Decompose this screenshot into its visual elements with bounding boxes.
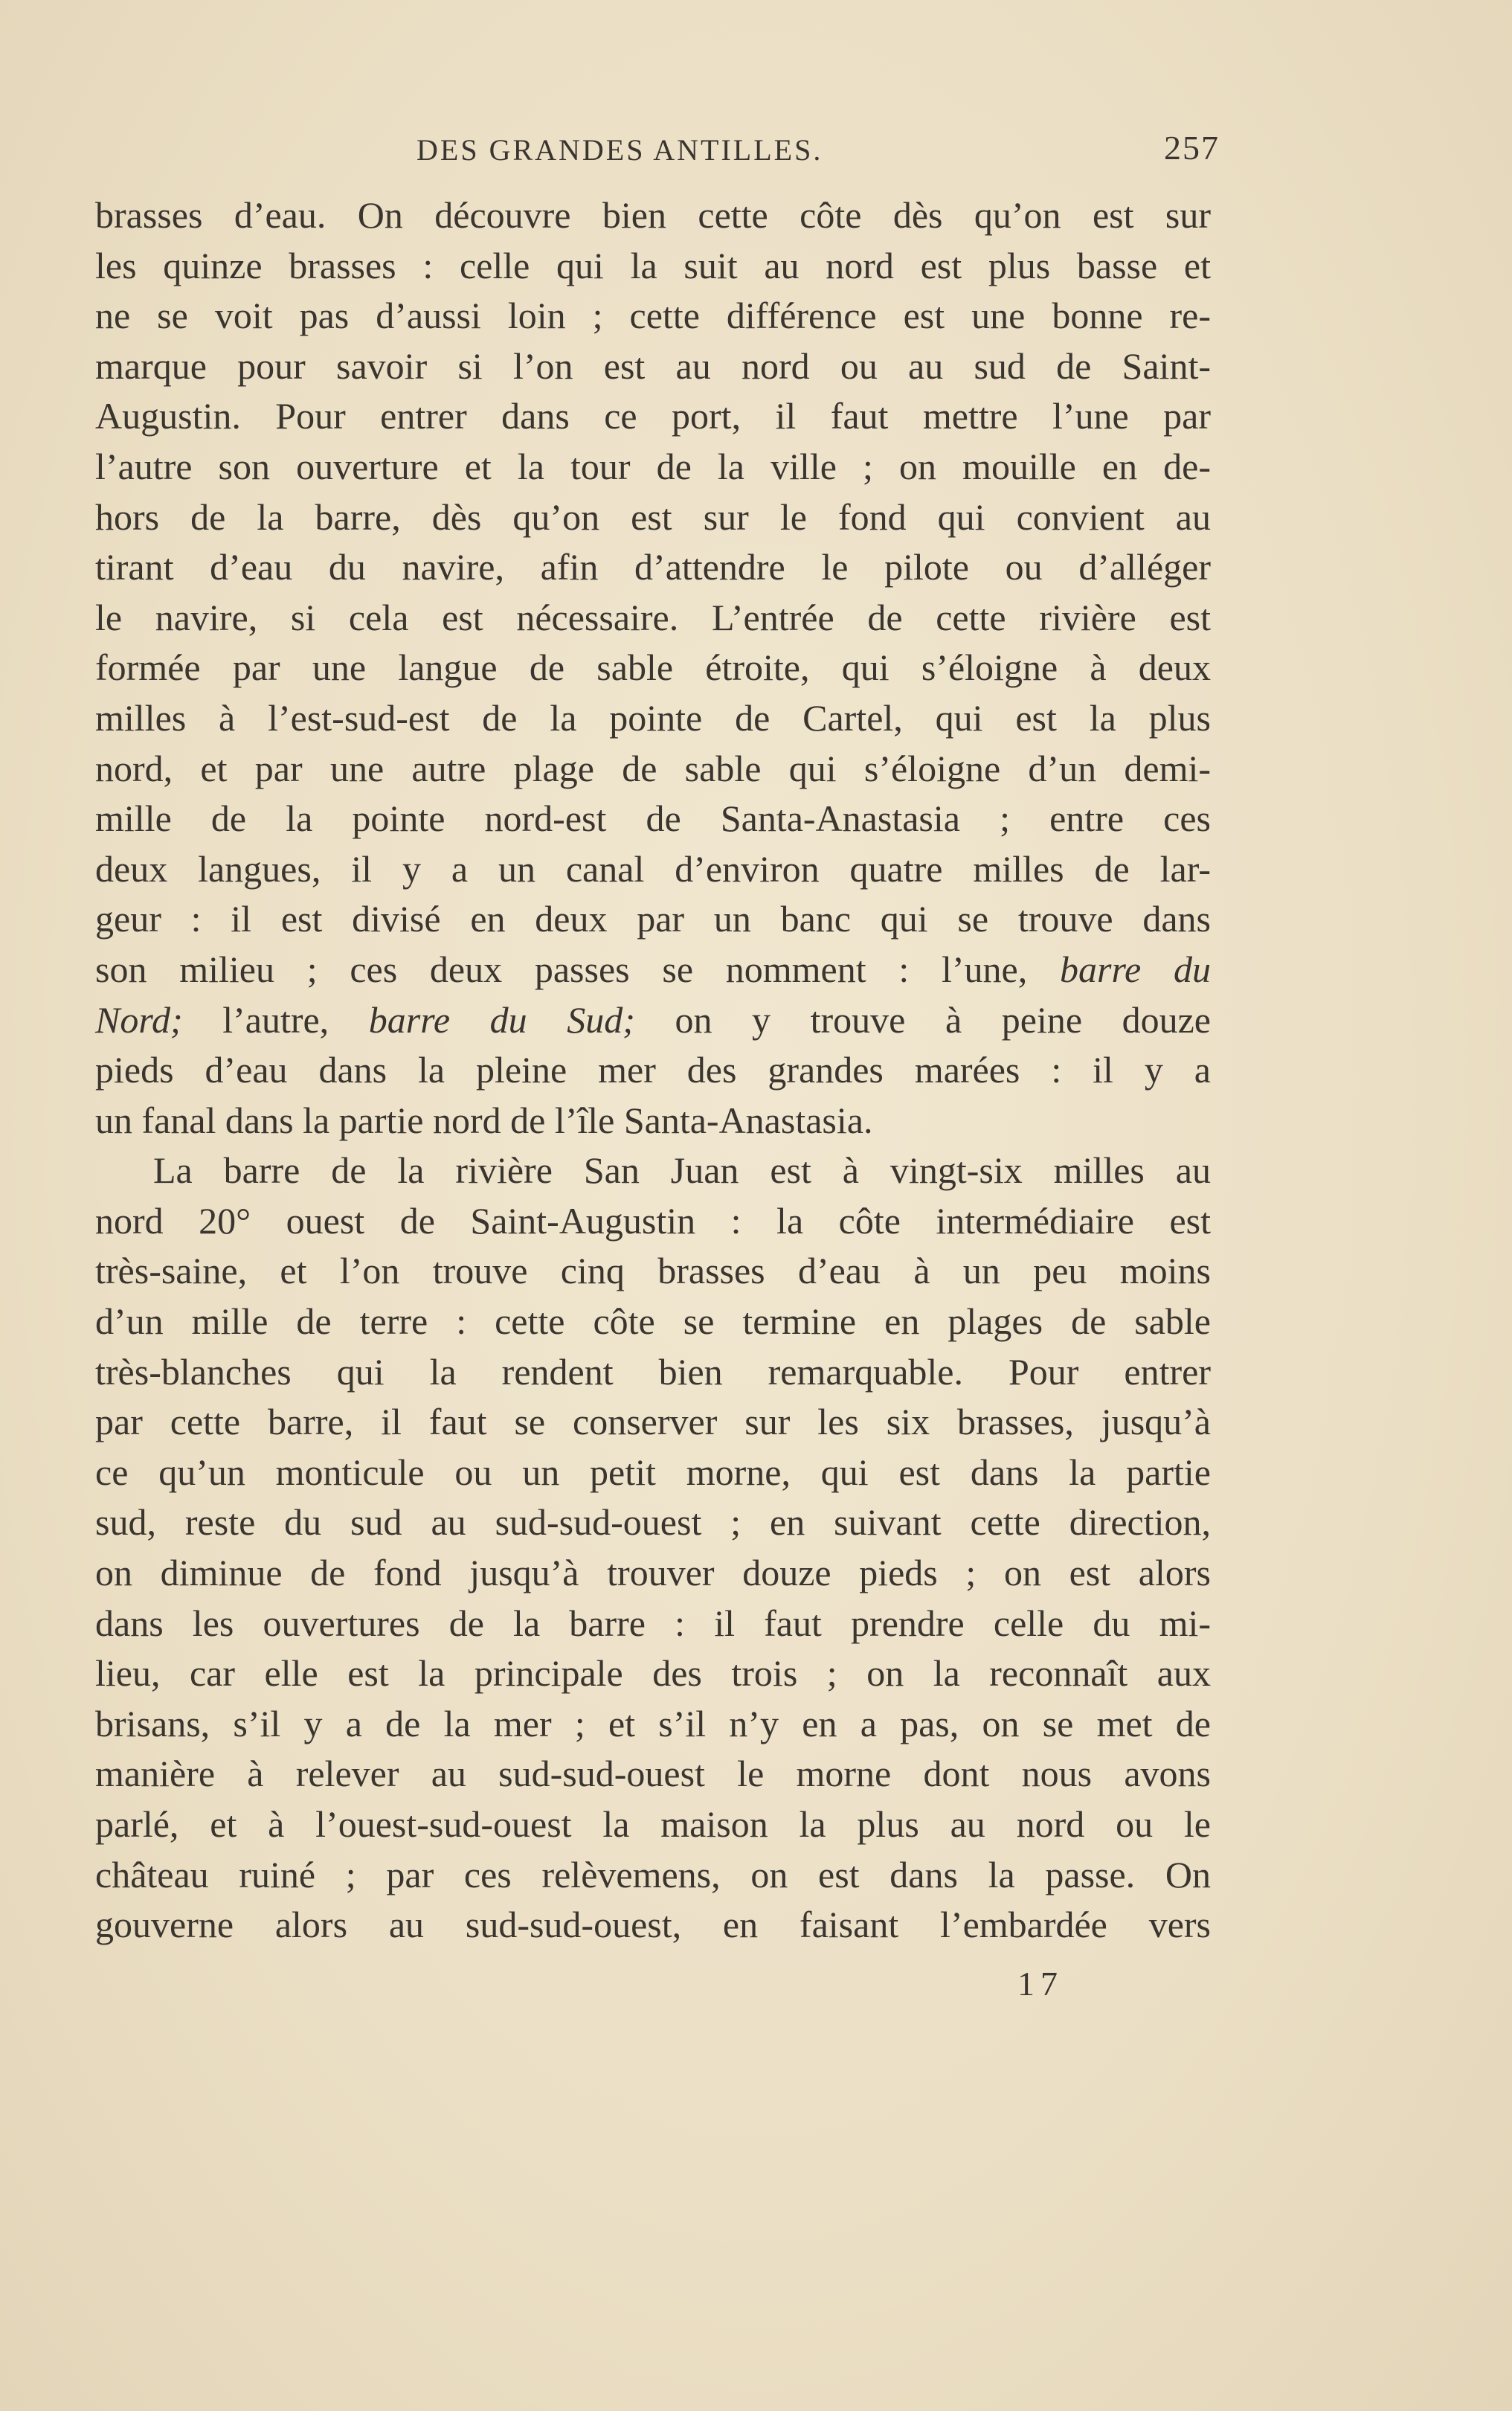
text-line: mille de la pointe nord-est de Santa-Anastasia ; entre ces — [95, 797, 1211, 840]
text-line: château ruiné ; par ces relèvemens, on est dans la passe. On — [95, 1853, 1211, 1895]
text-line — [95, 995, 1211, 1046]
text-line: milles à l’est-sud-est de la pointe de Cartel, qui est la plus — [95, 696, 1211, 739]
text-line: par cette barre, il faut se conserver sur les six brasses, jusqu’à — [95, 1401, 1211, 1443]
text-line: d’un mille de terre : cette côte se termine en plages de sable — [95, 1300, 1211, 1343]
text-line: ce qu’un monticule ou un petit morne, qui est dans la partie — [95, 1451, 1211, 1493]
text-segment: geur : il est divisé en deux par un banc qui se trouve dans — [95, 898, 1211, 940]
text-line: un fanal dans la partie nord de l’île Santa-Anastasia. — [95, 1099, 873, 1141]
italic-term: Nord; — [95, 998, 183, 1041]
text-line — [95, 945, 1211, 995]
text-line: marque pour savoir si l’on est au nord ou au sud de Saint- — [95, 344, 1211, 387]
body-text — [95, 190, 1211, 1951]
page-number: 257 — [1164, 129, 1220, 167]
text-line: gouverne alors au sud-sud-ouest, en faisant l’embardée vers — [95, 1904, 1211, 1946]
text-line: tirant d’eau du navire, afin d’attendre le pilote ou d’alléger — [95, 546, 1211, 588]
text-line: lieu, car elle est la principale des trois ; on la reconnaît aux — [95, 1652, 1211, 1695]
italic-term: barre du — [1060, 948, 1211, 990]
text-line: ne se voit pas d’aussi loin ; cette différence est une bonne re- — [95, 295, 1211, 337]
text-line: La barre de la rivière San Juan est à vingt-six milles au — [153, 1149, 1211, 1192]
text-line: l’autre son ouverture et la tour de la ville ; on mouille en de- — [95, 445, 1211, 487]
text-line — [95, 894, 1211, 945]
signature-mark: 17 — [1017, 1965, 1064, 2003]
italic-term: barre du Sud; — [368, 998, 635, 1041]
text-segment: son milieu ; ces deux passes se nomment : l’une, — [95, 948, 1028, 990]
text-line: sud, reste du sud au sud-sud-ouest ; en suivant cette direction, — [95, 1501, 1211, 1544]
text-line: parlé, et à l’ouest-sud-ouest la maison la plus au nord ou le — [95, 1803, 1211, 1845]
text-line: nord 20° ouest de Saint-Augustin : la côte intermédiaire est — [95, 1199, 1211, 1242]
text-line: hors de la barre, dès qu’on est sur le fond qui convient au — [95, 495, 1211, 538]
text-line: formée par une langue de sable étroite, qui s’éloigne à deux — [95, 646, 1211, 689]
text-line: nord, et par une autre plage de sable qui s’éloigne d’un demi- — [95, 747, 1211, 789]
running-title: DES GRANDES ANTILLES. — [416, 133, 823, 167]
text-line: deux langues, il y a un canal d’environ quatre milles de lar- — [95, 847, 1211, 890]
text-line: Augustin. Pour entrer dans ce port, il faut mettre l’une par — [95, 395, 1211, 437]
text-line: brisans, s’il y a de la mer ; et s’il n’y en a pas, on se met de — [95, 1702, 1211, 1744]
text-segment: l’autre, — [222, 998, 329, 1041]
page-header — [95, 129, 1220, 177]
text-line: dans les ouvertures de la barre : il faut prendre celle du mi- — [95, 1602, 1211, 1644]
text-line: le navire, si cela est nécessaire. L’entrée de cette rivière est — [95, 596, 1211, 638]
text-line: les quinze brasses : celle qui la suit au nord est plus basse et — [95, 244, 1211, 286]
text-line: manière à relever au sud-sud-ouest le morne dont nous avons — [95, 1753, 1211, 1795]
text-line: très-blanches qui la rendent bien remarquable. Pour entrer — [95, 1350, 1211, 1393]
text-line: brasses d’eau. On découvre bien cette côte dès qu’on est sur — [95, 194, 1211, 236]
text-line: très-saine, et l’on trouve cinq brasses d’eau à un peu moins — [95, 1250, 1211, 1292]
text-segment: on y trouve à peine douze — [675, 998, 1212, 1041]
text-line: on diminue de fond jusqu’à trouver douze pieds ; on est alors — [95, 1552, 1211, 1594]
text-line: pieds d’eau dans la pleine mer des grandes marées : il y a — [95, 1049, 1211, 1091]
